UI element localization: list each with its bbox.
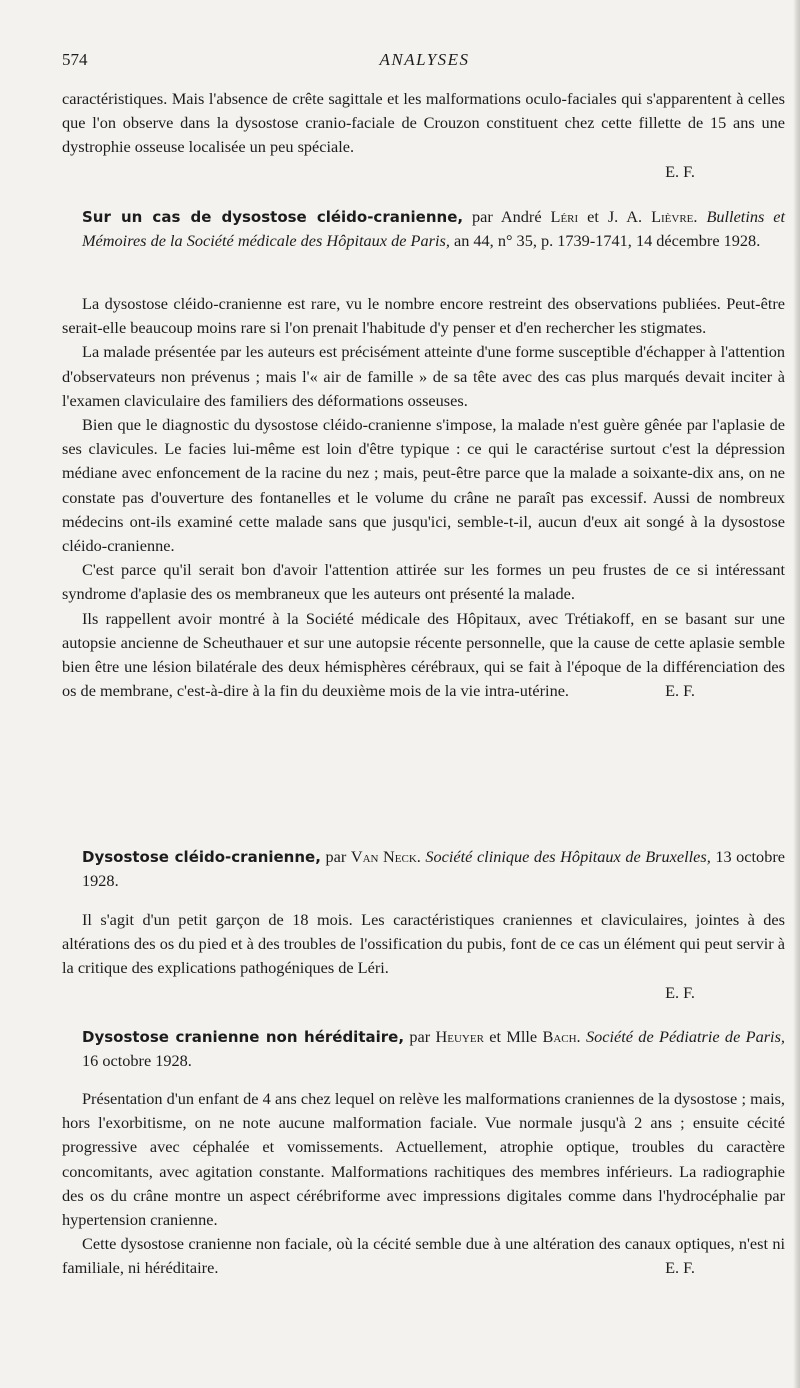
article-journal: Bulletins et Mémoires de la Société médicale des Hôpitaux de Paris, — [82, 207, 786, 251]
article-paragraph — [62, 607, 785, 704]
article-author: Lièvre. — [651, 207, 698, 226]
article-author: Léri — [550, 207, 579, 226]
intro-paragraph: caractéristiques. Mais l'absence de crête sagittale et les malformations oculo-faciales qui s'apparentent à celles que l'on observe dans la dysostose cranio-faciale de Crouzon constituent chez cette fillette de 15 ans une dystrophie osseuse localisée un peu spéciale. — [62, 89, 785, 157]
article-1-body — [62, 292, 785, 703]
article-journal: Société de Pédiatrie de Paris, — [585, 1027, 785, 1046]
page-number: 574 — [62, 50, 88, 69]
article-title: Dysostose cranienne non héréditaire, — [82, 1028, 405, 1046]
article-by: par — [409, 1027, 431, 1046]
article-paragraph: C'est parce qu'il serait bon d'avoir l'attention attirée sur les formes un peu frustes de ce si intéressant syndrome d'aplasie des os membraneux que les auteurs ont présenté la malade. — [62, 560, 785, 604]
running-title: ANALYSES — [379, 50, 470, 69]
article-paragraph: La dysostose cléido-cranienne est rare, vu le nombre encore restreint des observations publiées. Peut-être serait-elle beaucoup moins rare si l'on prenait l'habitude d'y penser et d'en rechercher les stigmates. — [62, 294, 785, 338]
article-reference: 16 octobre 1928. — [82, 1051, 192, 1071]
article-2-heading — [62, 845, 785, 893]
article-by: par André — [472, 207, 542, 226]
article-paragraph-text: Ils rappellent avoir montré à la Société médicale des Hôpitaux, avec Trétiakoff, en se basant sur une autopsie ancienne de Scheuthauer et sur une autopsie récente personnelle, que la cause de cette aplasie semble bien être une lésion bilatérale des deux hémisphères cérébraux, qui se fait à l'époque de la différenciation des os de membrane, c'est-à-dire à la fin du deuxième mois de la vie intra-utérine. — [62, 608, 785, 701]
article-journal: Société clinique des Hôpitaux de Bruxelles, — [425, 847, 711, 866]
article-paragraph — [62, 1232, 785, 1280]
article-paragraph: Bien que le diagnostic du dysostose cléido-cranienne s'impose, la malade n'est guère gênée par l'aplasie de ses clavicules. Le facies lui-même est loin d'être typique : ce qui le caractérise surtout c'est la dépression médiane avec enfoncement de la racine du nez ; mais, peut-être parce que la malade a soixante-dix ans, on ne constate pas d'ouverture des fontanelles et le volume du crâne ne paraît pas excessif. Aussi de nombreux médecins ont-ils examiné cette malade sans que jusqu'ici, semble-t-il, aucun d'eux ait songé à la dysostose cléido-cranienne. — [62, 415, 785, 556]
article-author: Heuyer — [435, 1027, 484, 1046]
article-paragraph: Présentation d'un enfant de 4 ans chez lequel on relève les malformations craniennes de la dysostose ; mais, hors l'exorbitisme, on ne note aucune malformation faciale. Vue normale jusqu'à 2 ans ; ensuite cécité progressive avec céphalée et vomissements. Actuellement, atrophie optique, troubles du caractère concomitants, avec agitation constante. Malformations rachitiques des membres inférieurs. La radiographie des os du crâne montre un aspect cérébriforme avec impressions digitales comme dans l'hydrocéphalie par hypertension cranienne. — [62, 1089, 785, 1230]
article-title: Sur un cas de dysostose cléido-cranienne, — [82, 208, 464, 226]
article-paragraph-text: Cette dysostose cranienne non faciale, où la cécité semble due à une altération des canaux optiques, n'est ni familiale, ni héréditaire. — [62, 1234, 785, 1278]
signature: E. F. — [665, 1258, 695, 1278]
article-paragraph: Il s'agit d'un petit garçon de 18 mois. Les caractéristiques craniennes et claviculaires, jointes à des altérations des os du pied et à des troubles de l'ossification du pubis, font de ce cas un élément qui peut servir à la critique des explications pathogéniques de Léri. — [62, 910, 785, 978]
signature: E. F. — [665, 982, 695, 1002]
article-3-body — [62, 1087, 785, 1281]
article-author: Bach. — [542, 1027, 581, 1046]
article-reference: 13 octobre 1928. — [82, 847, 785, 891]
article-1-heading — [62, 205, 785, 253]
article-and: et J. A. — [587, 207, 643, 226]
article-paragraph: La malade présentée par les auteurs est précisément atteinte d'une forme susceptible d'échapper à l'attention d'observateurs non prévenus ; mais l'« air de famille » de sa tête avec des cas plus marqués devait inciter à l'examen claviculaire des familiers des déformations osseuses. — [62, 342, 785, 410]
article-by: par — [325, 847, 347, 866]
signature: E. F. — [665, 681, 695, 701]
running-header — [62, 50, 787, 74]
article-author: Van Neck. — [350, 847, 421, 866]
article-2-body — [62, 908, 785, 1005]
intro-section — [62, 87, 785, 184]
article-and: et Mlle — [489, 1027, 538, 1046]
article-title: Dysostose cléido-cranienne, — [82, 848, 321, 866]
article-reference: an 44, n° 35, p. 1739-1741, 14 décembre 1928. — [453, 231, 761, 251]
article-3-heading — [62, 1025, 785, 1073]
signature: E. F. — [665, 161, 695, 181]
page-edge — [793, 0, 800, 1388]
